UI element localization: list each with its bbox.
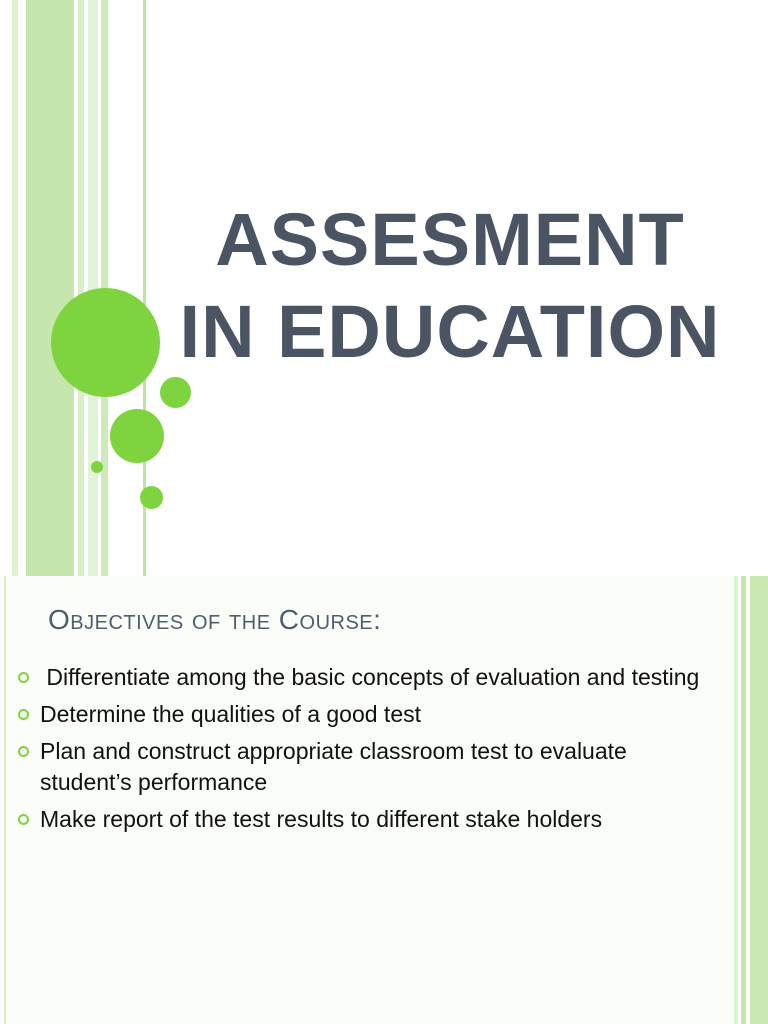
decor-stripe [734, 576, 738, 1024]
list-item [14, 804, 714, 835]
ring-bullet-icon [18, 746, 29, 757]
decor-circle-small [160, 377, 191, 408]
list-item [14, 662, 714, 693]
decor-stripe [12, 0, 18, 576]
decor-circle-large [51, 288, 160, 397]
decor-stripe [78, 0, 84, 576]
decor-circle-medium [110, 409, 164, 463]
ring-bullet-icon [18, 814, 29, 825]
bullet-text: Differentiate among the basic concepts of evaluation and testing [40, 664, 700, 690]
slide-title [150, 194, 750, 378]
decor-stripe [750, 576, 768, 1024]
decor-stripe [741, 576, 746, 1024]
decor-circle-small [140, 486, 163, 509]
list-item [14, 699, 714, 730]
ring-bullet-icon [18, 709, 29, 720]
title-line-2: IN EDUCATION [179, 290, 721, 373]
bullet-text: Make report of the test results to different stake holders [40, 806, 603, 832]
decor-circle-tiny [91, 461, 103, 473]
list-item [14, 736, 714, 798]
ring-bullet-icon [18, 672, 29, 683]
bullet-text: Determine the qualities of a good test [40, 701, 422, 727]
bullet-text: Plan and construct appropriate classroom test to evaluate student’s performance [40, 738, 627, 795]
objectives-heading: Objectives of the Course: [48, 604, 382, 635]
decor-stripe [4, 576, 6, 1024]
objectives-list [14, 662, 714, 841]
decor-stripe [26, 0, 74, 576]
title-line-1: ASSESMENT [215, 198, 685, 281]
